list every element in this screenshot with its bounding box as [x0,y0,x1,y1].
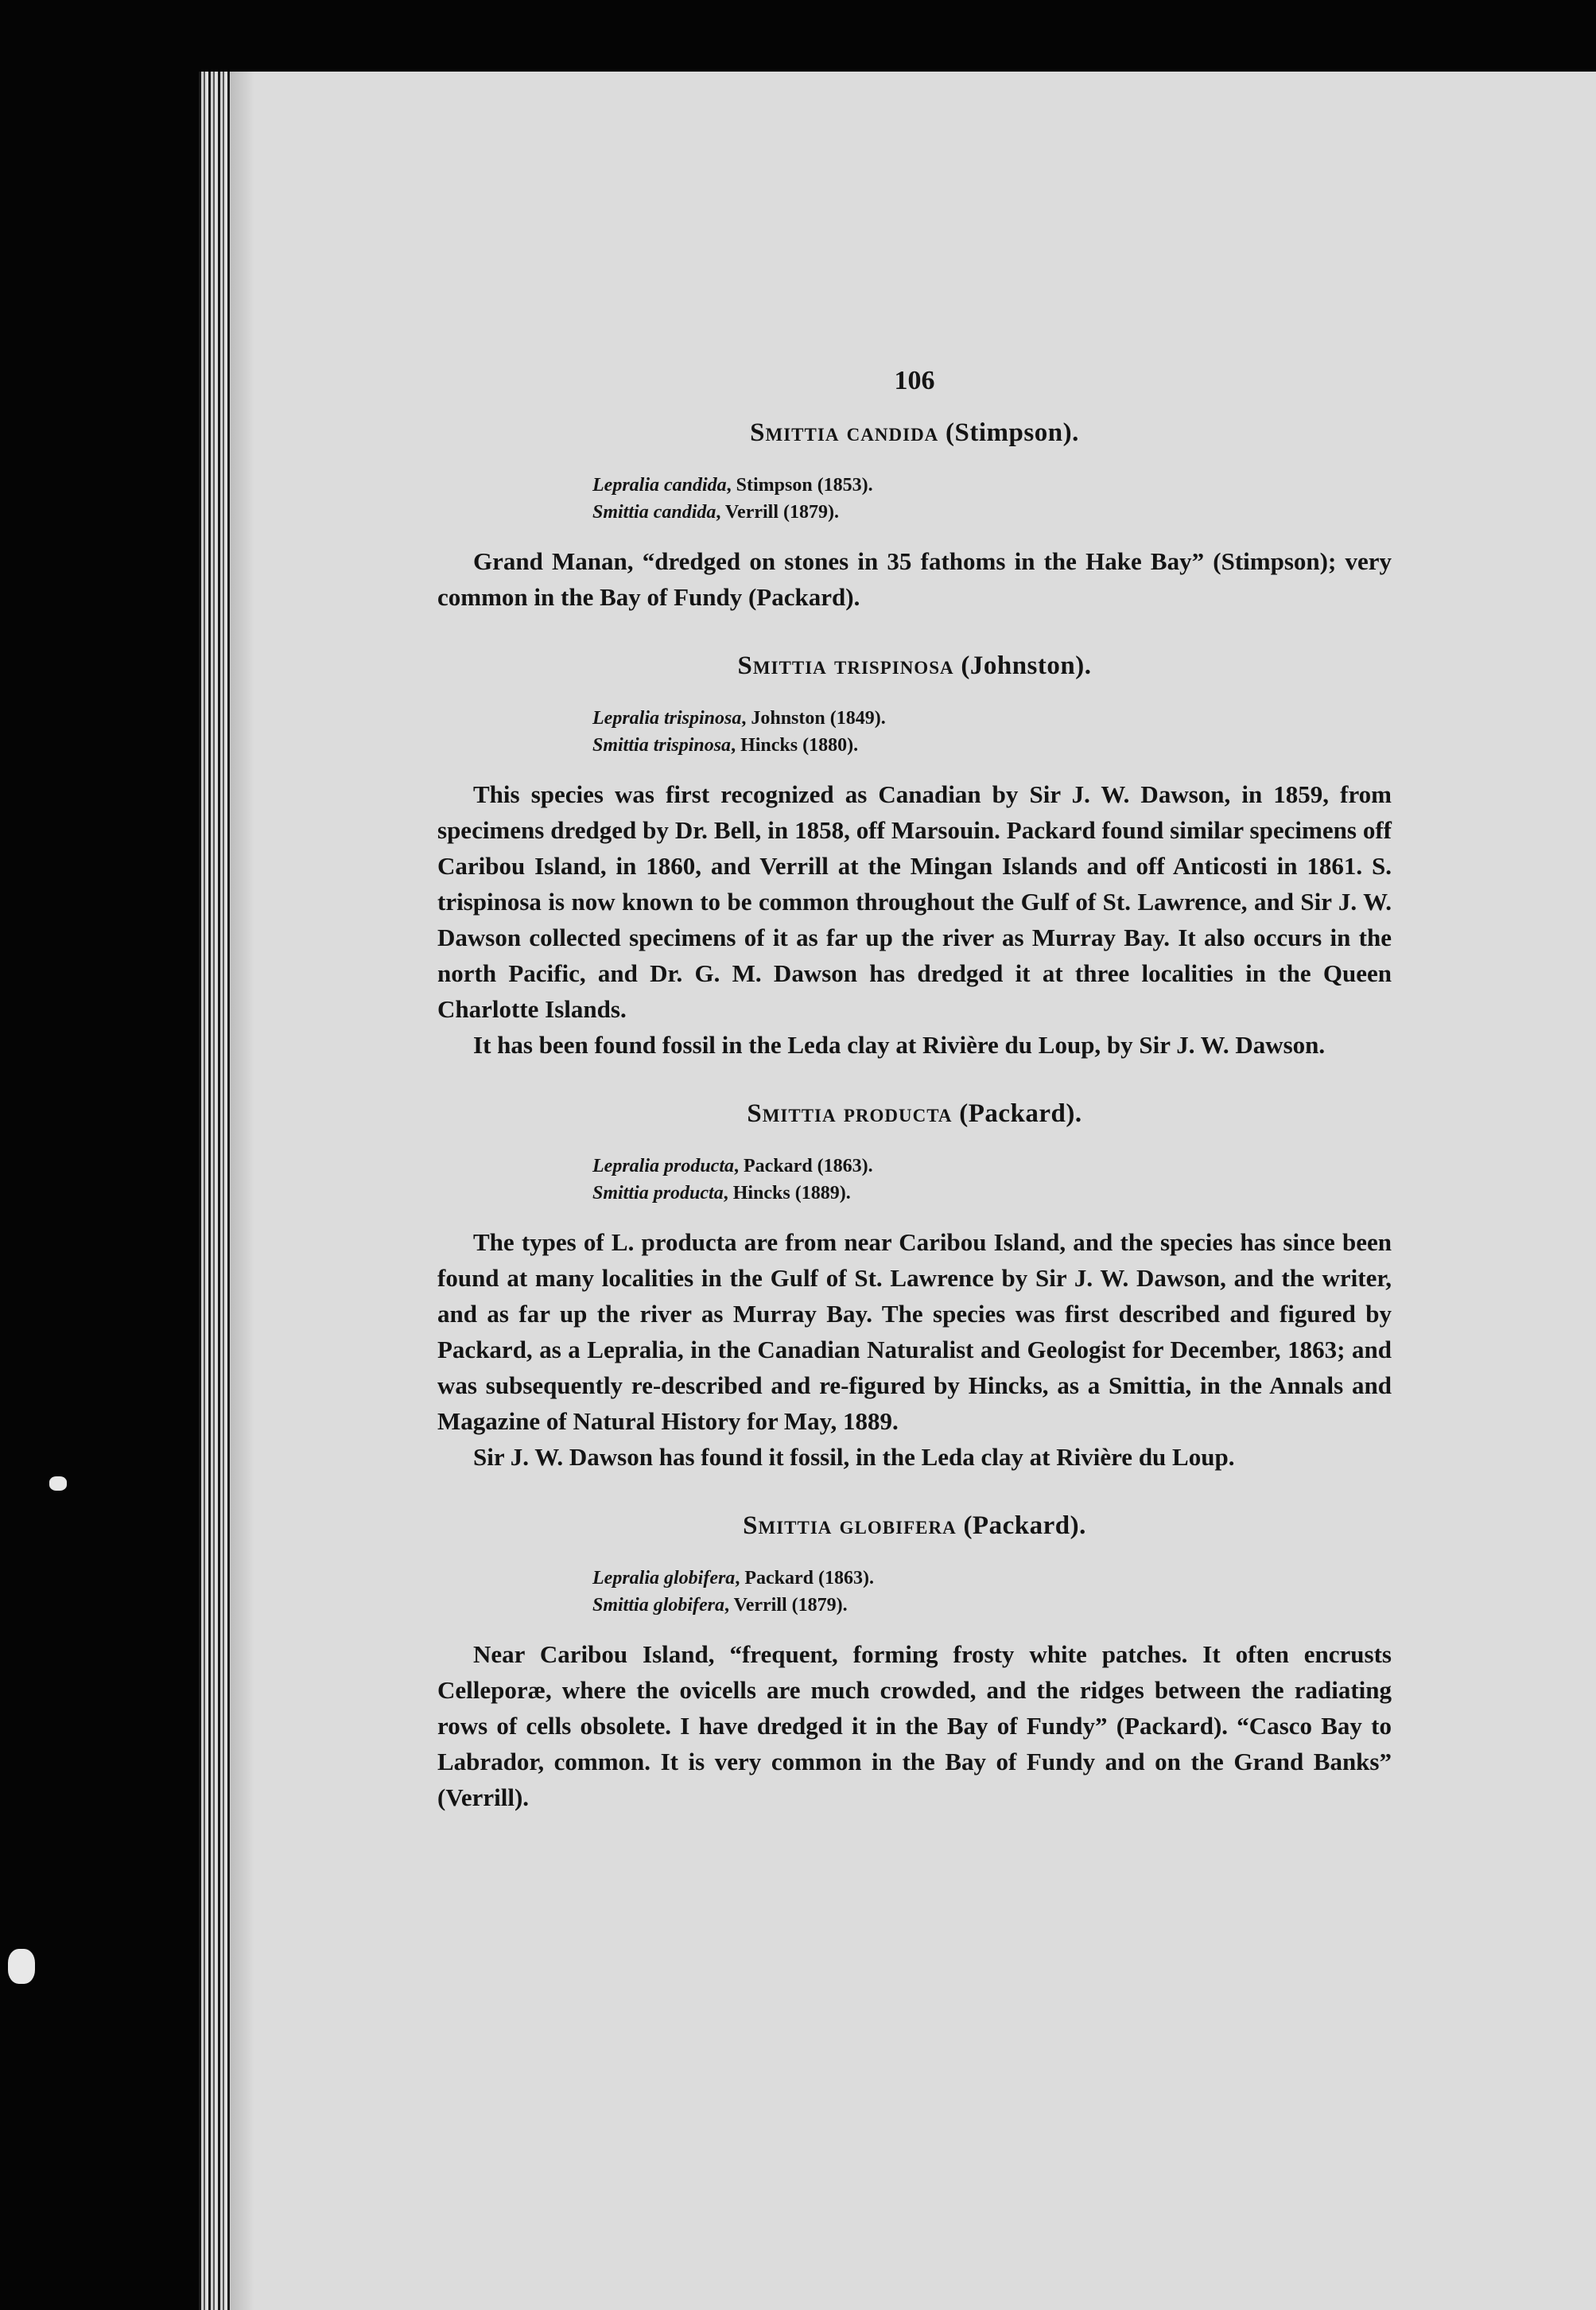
scanned-page [199,72,1596,2310]
synonym-reference: , Stimpson (1853). [726,475,873,496]
body-paragraph: Sir J. W. Dawson has found it fossil, in the Leda clay at Rivière du Loup. [473,1443,1235,1471]
species-name: Smittia globifera [743,1511,957,1540]
page-gutter-shadow [231,72,254,2310]
synonym-line [592,1153,1392,1180]
page-content [437,366,1392,1815]
synonym-reference: , Hincks (1889). [723,1183,851,1204]
synonym-line [592,1592,1392,1619]
synonym-line [592,499,1392,526]
synonym-reference: , Packard (1863). [734,1156,873,1176]
scan-artifact [49,1476,67,1491]
synonym-reference: , Packard (1863). [735,1568,874,1589]
synonymy-list [592,1153,1392,1207]
synonym-line [592,1180,1392,1207]
species-author: (Packard). [963,1511,1086,1540]
synonym-line [592,705,1392,732]
synonym-line [592,472,1392,499]
synonym-name: Lepralia globifera [592,1568,736,1589]
species-heading [437,651,1392,681]
species-name: Smittia candida [750,418,939,447]
synonym-reference: , Johnston (1849). [741,708,886,729]
synonym-reference: , Hincks (1880). [731,735,859,756]
species-name: Smittia trispinosa [737,651,954,680]
species-name: Smittia producta [747,1099,953,1128]
species-author: (Johnston). [961,651,1092,680]
synonym-name: Smittia globifera [592,1595,725,1616]
body-paragraph: Near Caribou Island, “frequent, forming frosty white patches. It often encrusts Celleporæ, where the ovicells are much crowded, and the ridges between the radiating rows of cells obsolete. I have dredged it in the Bay of Fundy” (Packard). “Casco Bay to Labrador, common. It is very common in the Bay of Fundy and on the Grand Banks” (Verrill). [437,1640,1392,1811]
synonym-name: Lepralia producta [592,1156,734,1176]
species-heading [437,1099,1392,1129]
page-number: 106 [894,366,935,395]
synonym-name: Lepralia candida [592,475,727,496]
body-paragraph: Grand Manan, “dredged on stones in 35 fathoms in the Hake Bay” (Stimpson); very common in the Bay of Fundy (Packard). [437,547,1392,611]
species-heading [437,1511,1392,1541]
body-paragraph: This species was first recognized as Canadian by Sir J. W. Dawson, in 1859, from specimens dredged by Dr. Bell, in 1858, off Marsouin. Packard found similar specimens off Caribou Island, in 1860, and Verrill at the Mingan Islands and off Anticosti in 1861. S. trispinosa is now known to be common throughout the Gulf of St. Lawrence, and Sir J. W. Dawson collected specimens of it as far up the river as Murray Bay. It also occurs in the north Pacific, and Dr. G. M. Dawson has dredged it at three localities in the Queen Charlotte Islands. [437,780,1392,1023]
scan-artifact [8,1949,35,1984]
body-paragraph: It has been found fossil in the Leda clay at Rivière du Loup, by Sir J. W. Dawson. [473,1031,1326,1059]
synonym-reference: , Verrill (1879). [716,502,839,523]
synonymy-list [592,705,1392,759]
book-spine-edge [199,72,231,2310]
body-paragraph: The types of L. producta are from near Caribou Island, and the species has since been found at many localities in the Gulf of St. Lawrence by Sir J. W. Dawson, and the writer, and as far up the river as Murray Bay. The species was first described and figured by Packard, as a Lepralia, in the Canadian Naturalist and Geologist for December, 1863; and was subsequently re-described and re-figured by Hincks, as a Smittia, in the Annals and Magazine of Natural History for May, 1889. [437,1228,1392,1435]
synonym-name: Smittia candida [592,502,716,523]
synonym-name: Lepralia trispinosa [592,708,742,729]
synonym-line [592,732,1392,759]
species-heading [437,418,1392,448]
species-author: (Packard). [959,1099,1082,1128]
synonym-line [592,1565,1392,1592]
synonymy-list [592,1565,1392,1619]
synonym-name: Smittia producta [592,1183,724,1204]
synonym-name: Smittia trispinosa [592,735,732,756]
synonymy-list [592,472,1392,526]
species-author: (Stimpson). [946,418,1079,447]
synonym-reference: , Verrill (1879). [724,1595,848,1616]
